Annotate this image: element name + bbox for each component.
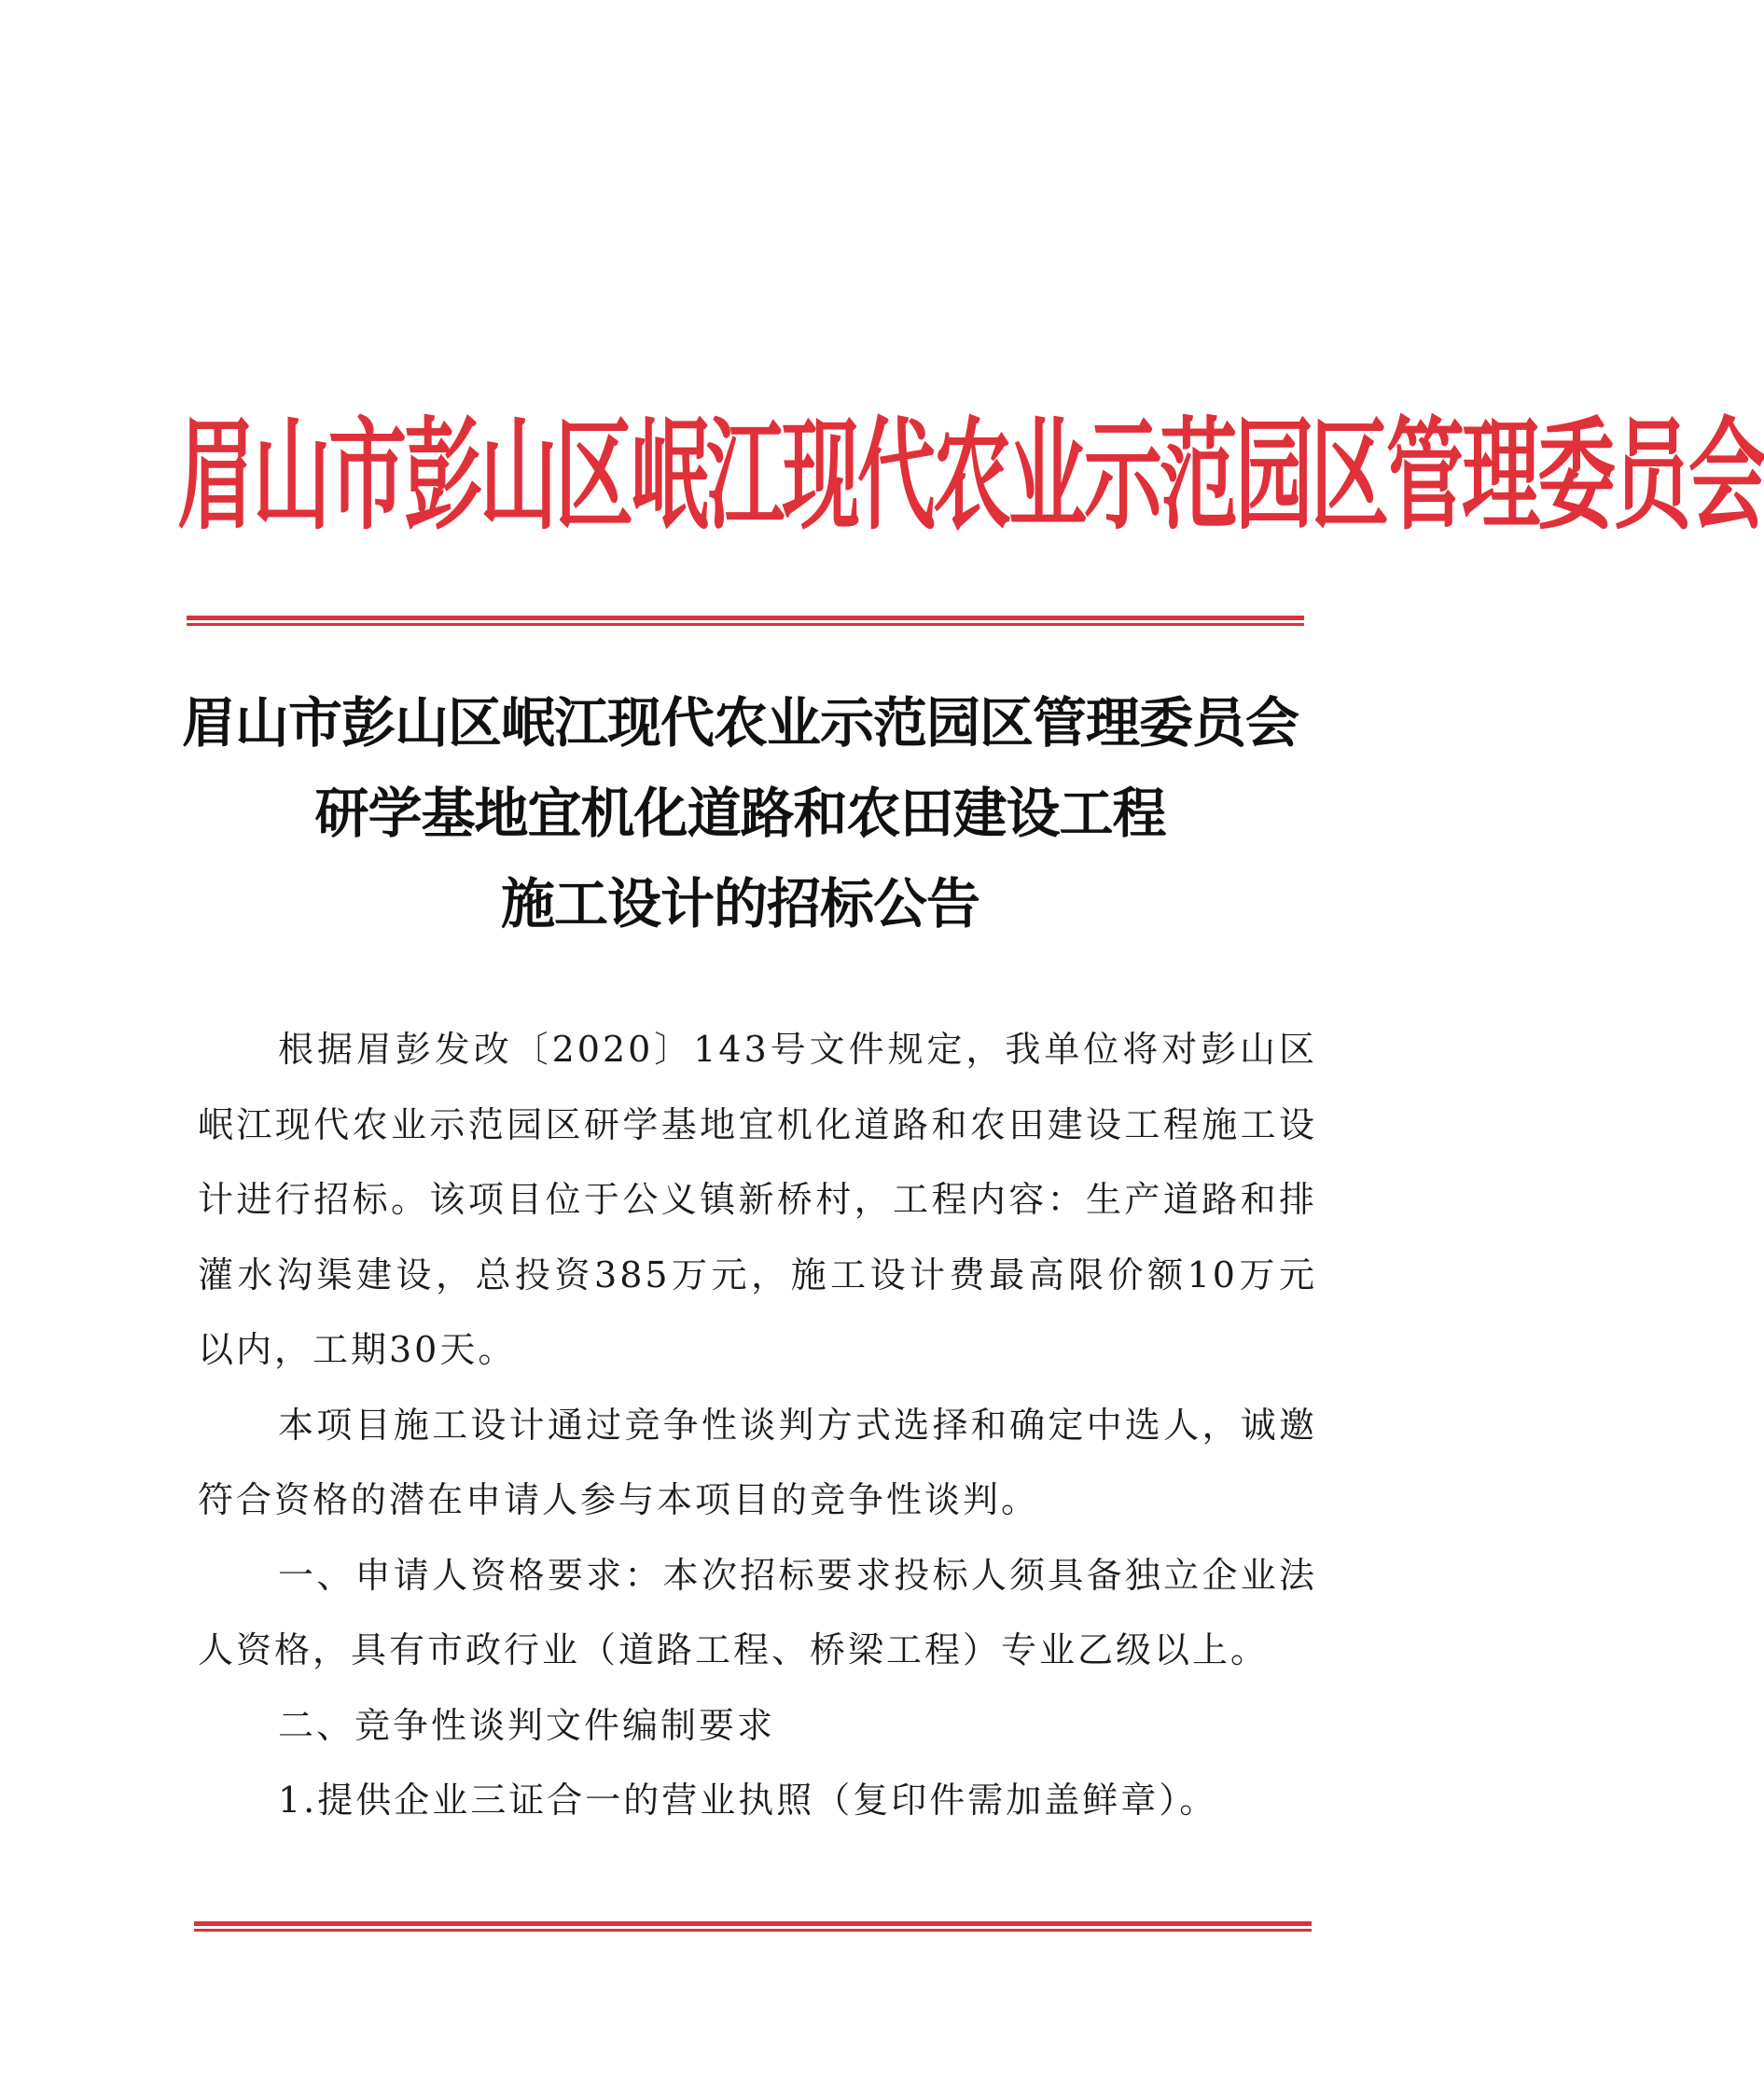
body-paragraph-basis: 根据眉彭发改〔2020〕143号文件规定，我单位将对彭山区岷江现代农业示范园区研学基地宜机化道路和农田建设工程施工设计进行招标。该项目位于公义镇新桥村，工程内容：生产道路和排灌水沟渠建设，总投资385万元，施工设计费最高限价额10万元以内，工期30天。 — [198, 1029, 1317, 1370]
notice-title-line-2: 研学基地宜机化道路和农田建设工程 — [314, 782, 1166, 845]
top-red-divider — [187, 616, 1304, 626]
body-paragraph-section-two-heading: 二、竞争性谈判文件编制要求 — [278, 1704, 776, 1746]
notice-title-line-3: 施工设计的招标公告 — [500, 872, 979, 935]
body-paragraph-item-1: 1.提供企业三证合一的营业执照（复印件需加盖鲜章）。 — [278, 1780, 1218, 1821]
bottom-red-divider — [194, 1921, 1312, 1932]
body-paragraph-invitation: 本项目施工设计通过竞争性谈判方式选择和确定中选人，诚邀符合资格的潜在申请人参与本项目的竞争性谈判。 — [198, 1404, 1317, 1520]
body-paragraph-qualification: 一、申请人资格要求：本次招标要求投标人须具备独立企业法人资格，具有市政行业（道路工程、桥梁工程）专业乙级以上。 — [198, 1554, 1317, 1670]
notice-body — [198, 1012, 1317, 1838]
notice-title-line-1: 眉山市彭山区岷江现代农业示范园区管理委员会 — [181, 691, 1299, 755]
header-org-title: 眉山市彭山区岷江现代农业示范园区管理委员会 — [177, 405, 1764, 547]
